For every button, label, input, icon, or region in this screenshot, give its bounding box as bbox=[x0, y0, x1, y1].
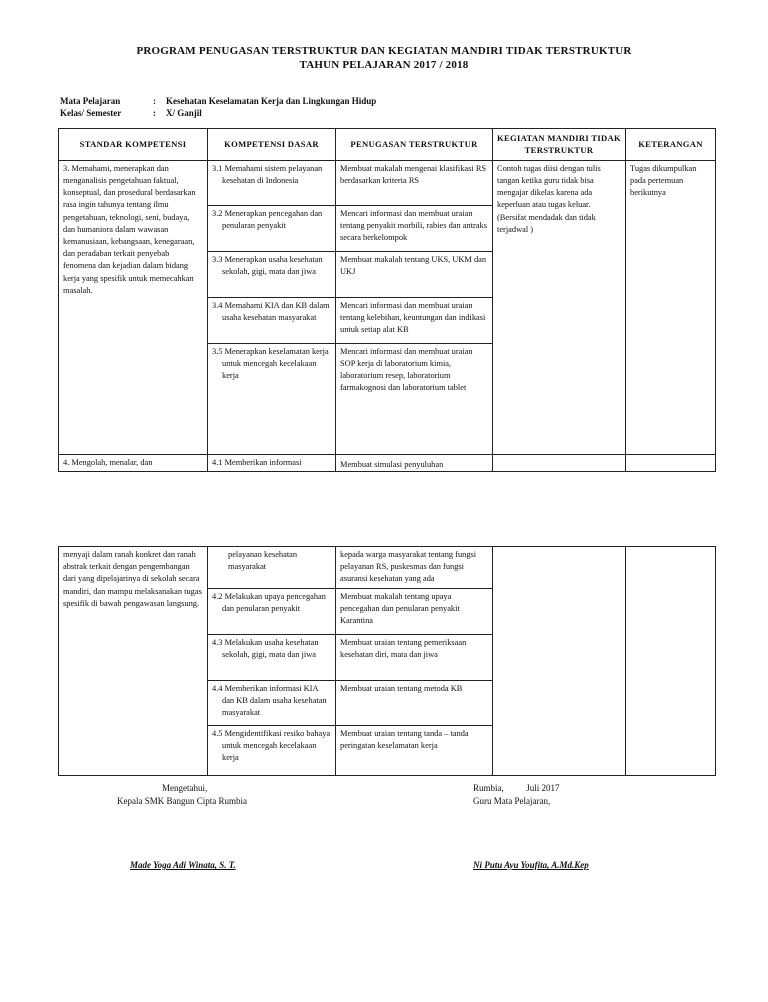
pt-3-5: Mencari informasi dan membuat uraian SOP kerja di laboratorium kimia, laboratorium resep, laboratorium farmakognosi dan laboratorium tablet bbox=[336, 343, 493, 454]
pt-3-2: Mencari informasi dan membuat uraian tentang penyakit morbili, rabies dan antraks secara berkelompok bbox=[336, 205, 493, 251]
kd-4-1-start: 4.1 Memberikan informasi bbox=[208, 454, 336, 471]
class-value: X/ Ganjil bbox=[166, 108, 202, 118]
document-year: TAHUN PELAJARAN 2017 / 2018 bbox=[299, 59, 469, 71]
competency-table-part1 bbox=[58, 128, 716, 472]
keterangan-cell: Tugas dikumpulkan pada pertemuan berikutnya bbox=[626, 160, 716, 454]
kd-3-5: 3.5 Menerapkan keselamatan kerja untuk mencegah kecelakaan kerja bbox=[208, 343, 336, 454]
km-part2-empty bbox=[493, 547, 626, 776]
kd-4-4: 4.4 Memberikan informasi KIA dan KB dalam usaha kesehatan masyarakat bbox=[208, 680, 336, 725]
pt-4-1-cont: kepada warga masyarakat tentang fungsi pelayanan RS, puskesmas dan fungsi asuransi kesehatan yang ada bbox=[336, 547, 493, 589]
pt-4-3: Membuat uraian tentang pemeriksaan kesehatan diri, mata dan jiwa bbox=[336, 634, 493, 680]
km-4-empty bbox=[493, 454, 626, 471]
competency-table-part2 bbox=[58, 546, 716, 776]
sig-left-name: Made Yoga Adi Winata, S. T. bbox=[130, 860, 236, 870]
subject-value: Kesehatan Keselamatan Kerja dan Lingkungan Hidup bbox=[166, 96, 377, 106]
sig-left-title: Kepala SMK Bangun Cipta Rumbia bbox=[117, 796, 247, 806]
kd-4-3: 4.3 Melakukan usaha kesehatan sekolah, gigi, mata dan jiwa bbox=[208, 634, 336, 680]
sk-3-cell: 3. Memahami, menerapkan dan menganalisis pengetahuan faktual, konseptual, dan prosedural berdasarkan rasa ingin tahunya tentang ilmu pengetahuan, teknologi, seni, budaya, dan humaniora dalam wawasan kemanusiaan, kebangsaan, kenegaraan, dan peradaban terkait penyebab fenomena dan kejadian dalam bidang kerja yang spesifik untuk memecahkan masalah. bbox=[59, 160, 208, 454]
meta-subject bbox=[60, 96, 376, 106]
pt-3-4: Mencari informasi dan membuat uraian tentang kelebihan, keuntungan dan indikasi untuk setiap alat KB bbox=[336, 297, 493, 343]
class-label: Kelas/ Semester bbox=[60, 108, 122, 118]
ket-4-empty bbox=[626, 454, 716, 471]
kd-3-2: 3.2 Menerapkan pencegahan dan penularan penyakit bbox=[208, 205, 336, 251]
sk-4-start: 4. Mengolah, menalar, dan bbox=[59, 454, 208, 471]
kd-3-3: 3.3 Menerapkan usaha kesehatan sekolah, gigi, mata dan jiwa bbox=[208, 251, 336, 297]
sig-left-acknowledge: Mengetahui, bbox=[162, 783, 208, 793]
header-keterangan: KETERANGAN bbox=[626, 129, 716, 161]
kegiatan-mandiri-cell: Contoh tugas diisi dengan tulis tangan ketika guru tidak bisa mengajar dikelas karena ada keperluan atau tugas keluar. (Bersifat mendadak dan tidak terjadwal ) bbox=[493, 160, 626, 454]
pt-4-5: Membuat uraian tentang tanda – tanda peringatan keselamatan kerja bbox=[336, 725, 493, 775]
kd-4-2: 4.2 Melakukan upaya pencegahan dan penularan penyakit bbox=[208, 588, 336, 634]
kd-4-1-cont: pelayanan kesehatan masyarakat bbox=[208, 547, 336, 589]
header-standar-kompetensi: STANDAR KOMPETENSI bbox=[59, 129, 208, 161]
pt-4-1-start: Membuat simulasi penyuluhan bbox=[336, 454, 493, 471]
subject-colon: : bbox=[153, 96, 156, 106]
kd-3-1: 3.1 Memahami sistem pelayanan kesehatan di Indonesia bbox=[208, 160, 336, 205]
meta-class bbox=[60, 108, 202, 118]
class-colon: : bbox=[153, 108, 156, 118]
pt-3-1: Membuat makalah mengenai klasifikasi RS berdasarkan kriteria RS bbox=[336, 160, 493, 205]
ket-part2-empty bbox=[626, 547, 716, 776]
header-penugasan-terstruktur: PENUGASAN TERSTRUKTUR bbox=[336, 129, 493, 161]
pt-3-3: Membuat makalah tentang UKS, UKM dan UKJ bbox=[336, 251, 493, 297]
kd-3-4: 3.4 Memahami KIA dan KB dalam usaha kesehatan masyarakat bbox=[208, 297, 336, 343]
sig-right-place-date: Rumbia, Juli 2017 bbox=[473, 783, 560, 793]
header-kegiatan-mandiri: KEGIATAN MANDIRI TIDAK TERSTRUKTUR bbox=[493, 129, 626, 161]
pt-4-2: Membuat makalah tentang upaya pencegahan dan penularan penyakit Karantina bbox=[336, 588, 493, 634]
document-title: PROGRAM PENUGASAN TERSTRUKTUR DAN KEGIATAN MANDIRI TIDAK TERSTRUKTUR bbox=[136, 45, 632, 57]
header-kompetensi-dasar: KOMPETENSI DASAR bbox=[208, 129, 336, 161]
kd-4-5: 4.5 Mengidentifikasi resiko bahaya untuk mencegah kecelakaan kerja bbox=[208, 725, 336, 775]
subject-label: Mata Pelajaran bbox=[60, 96, 121, 106]
sig-right-title: Guru Mata Pelajaran, bbox=[473, 796, 551, 806]
sk-4-cont-cell: menyaji dalam ranah konkret dan ranah abstrak terkait dengan pengembangan dari yang dipelajarinya di sekolah secara mandiri, dan mampu melaksanakan tugas spesifik di bawah pengawasan langsung. bbox=[59, 547, 208, 776]
sig-right-name: Ni Putu Ayu Youfita, A.Md.Kep bbox=[473, 860, 589, 870]
pt-4-4: Membuat uraian tentang metoda KB bbox=[336, 680, 493, 725]
